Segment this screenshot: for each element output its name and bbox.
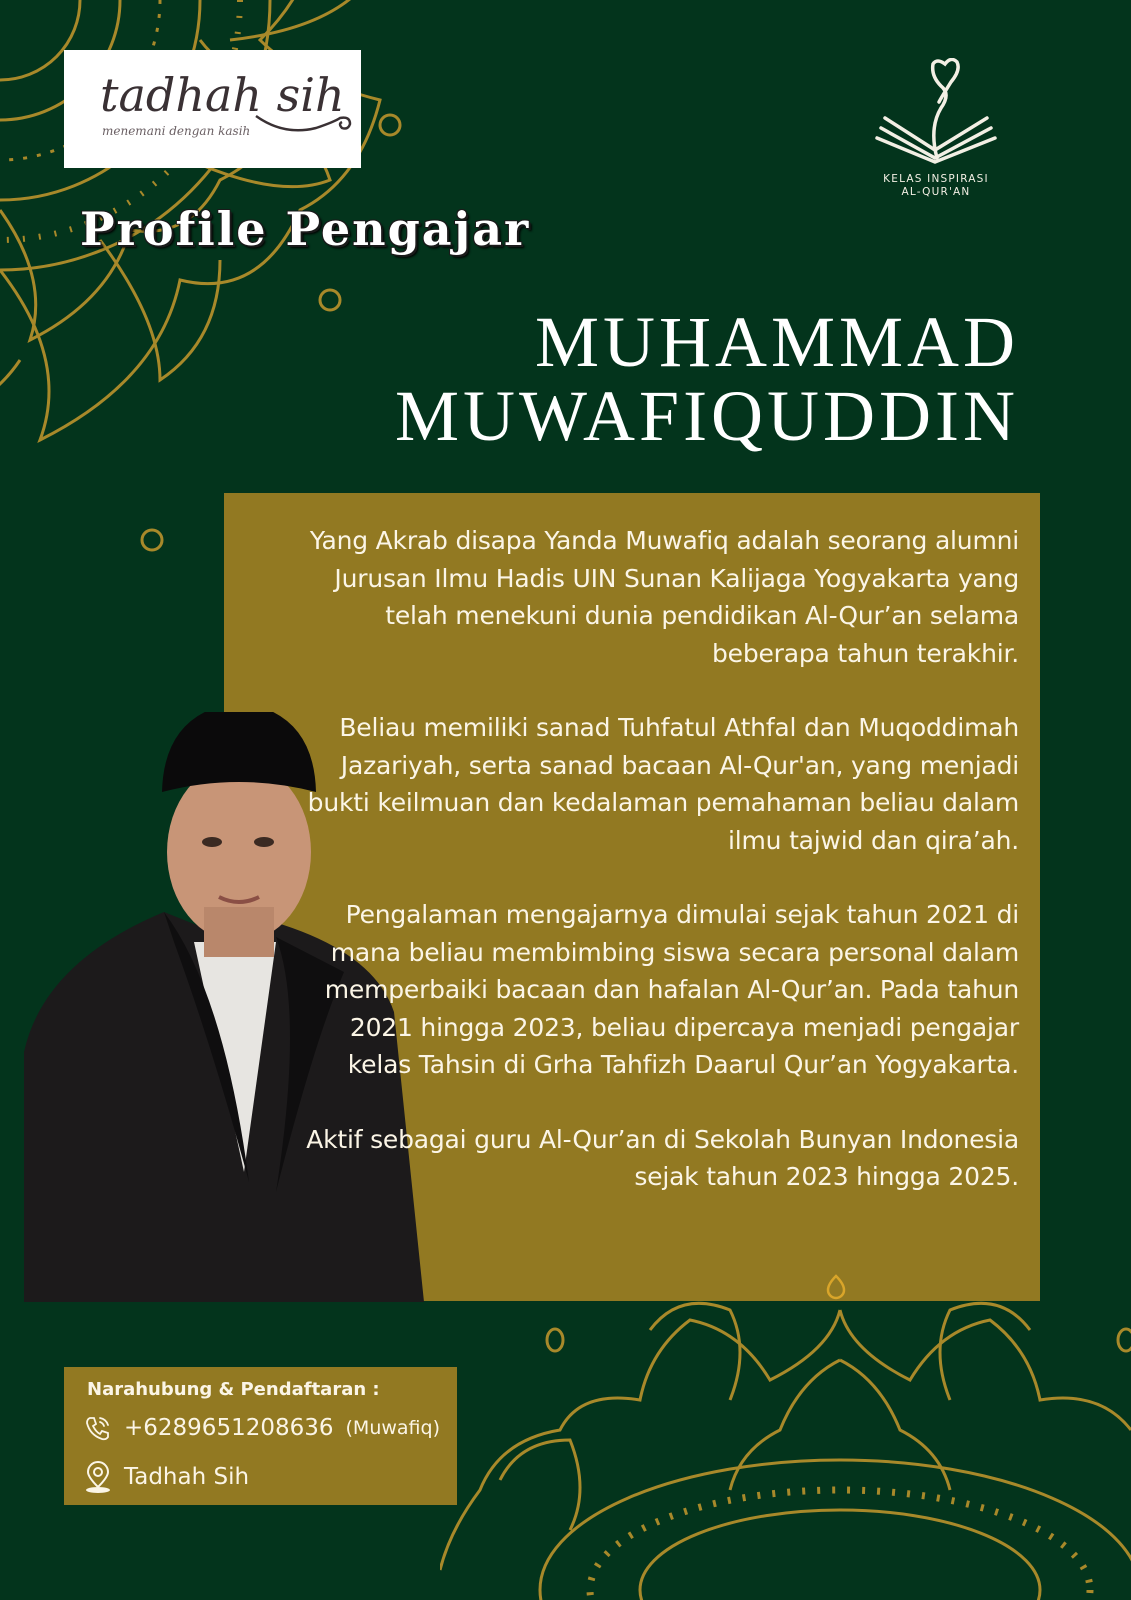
contact-title: Narahubung & Pendaftaran : [87, 1379, 380, 1400]
teacher-name-line2: MUWAFIQUDDIN [395, 376, 1019, 456]
tadhah-sih-logo [64, 50, 361, 168]
mandala-ornament-bottom [440, 1290, 1131, 1600]
contact-location-row[interactable] [84, 1461, 249, 1493]
contact-location[interactable]: Tadhah Sih [124, 1464, 250, 1490]
location-pin-icon [84, 1461, 112, 1493]
drop-ornament-icon [824, 1274, 848, 1300]
logo-tagline: menemani dengan kasih [102, 124, 251, 138]
book-heart-icon [871, 58, 1001, 168]
phone-icon [84, 1414, 112, 1442]
teacher-name-line1: MUHAMMAD [534, 302, 1019, 382]
kelas-inspirasi-logo [868, 58, 1004, 199]
partner-logo-line1: KELAS INSPIRASI [883, 173, 989, 185]
contact-phone-row[interactable] [84, 1414, 440, 1442]
page-title: Profile Pengajar [80, 202, 531, 256]
bio-paragraph: Beliau memiliki sanad Tuhfatul Athfal dan Muqoddimah Jazariyah, serta sanad bacaan Al-Qur'an, yang menjadi bukti keilmuan dan kedalaman pemahaman beliau dalam ilmu tajwid dan qira’ah. [307, 713, 1019, 855]
logo-swirl-icon [254, 110, 354, 140]
bio-paragraph: Pengalaman mengajarnya dimulai sejak tahun 2021 di mana beliau membimbing siswa secara personal dalam memperbaiki bacaan dan hafalan Al-Qur’an. Pada tahun 2021 hingga 2023, beliau dipercaya menjadi pengajar kelas Tahsin di Grha Tahfizh Daarul Qur’an Yogyakarta. [324, 900, 1019, 1079]
logo-wordmark: tadhah sih [100, 68, 345, 122]
contact-box [64, 1367, 457, 1505]
bio-text [299, 522, 1019, 1233]
bio-paragraph: Aktif sebagai guru Al-Qur’an di Sekolah Bunyan Indonesia sejak tahun 2023 hingga 2025. [306, 1124, 1019, 1191]
teacher-name [395, 302, 1019, 456]
partner-logo-line2: AL-QUR'AN [901, 186, 971, 198]
contact-phone[interactable]: +6289651208636 [124, 1415, 334, 1441]
bio-paragraph: Yang Akrab disapa Yanda Muwafiq adalah seorang alumni Jurusan Ilmu Hadis UIN Sunan Kalijaga Yogyakarta yang telah menekuni dunia pendidikan Al-Qur’an selama beberapa tahun terakhir. [309, 526, 1019, 668]
contact-phone-note: (Muwafiq) [345, 1417, 440, 1439]
